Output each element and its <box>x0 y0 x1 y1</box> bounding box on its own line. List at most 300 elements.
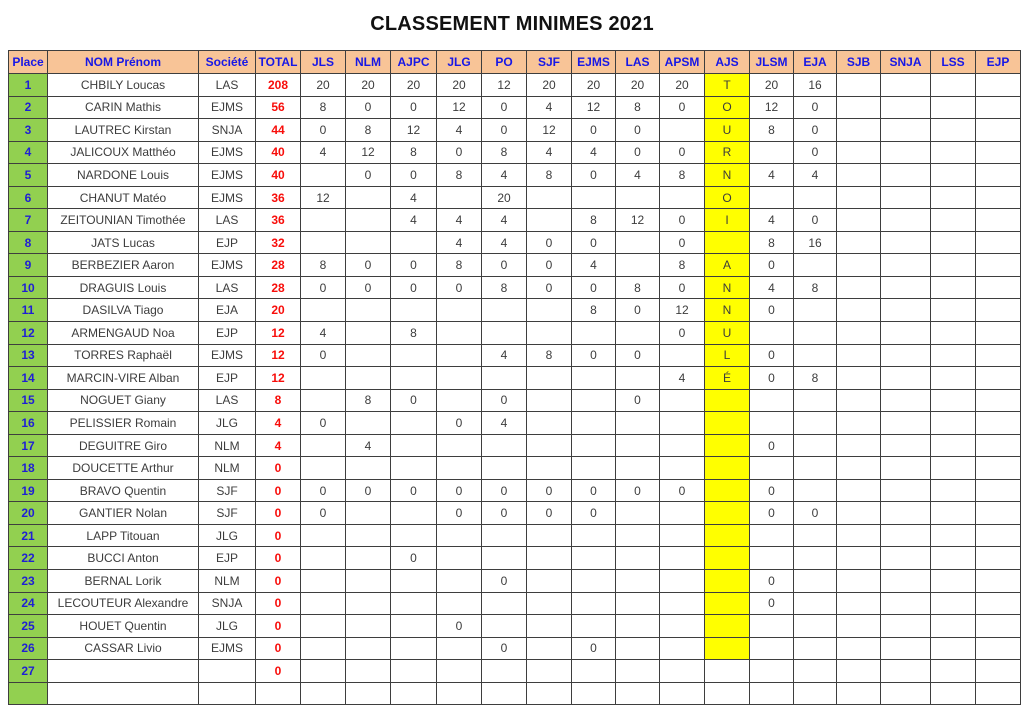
cell-score-ajpc <box>391 367 437 390</box>
cell-score-ejp <box>976 164 1021 187</box>
cell-score-lss <box>931 592 976 615</box>
cell-score-nlm: 0 <box>346 254 391 277</box>
cell-score-las: 0 <box>616 389 660 412</box>
cell-score-nlm <box>346 524 391 547</box>
cell-club: EJP <box>199 231 256 254</box>
cell-score-jls: 0 <box>301 276 346 299</box>
cell-club: LAS <box>199 276 256 299</box>
table-row <box>9 479 1021 502</box>
cell-score-lss <box>931 276 976 299</box>
cell-score-ejms <box>572 524 616 547</box>
cell-score-jlsm: 0 <box>750 299 794 322</box>
cell-place <box>9 682 48 705</box>
cell-score-po: 4 <box>482 209 527 232</box>
cell-score-snja <box>881 119 931 142</box>
cell-score-lss <box>931 119 976 142</box>
cell-score-snja <box>881 254 931 277</box>
cell-score-apsm <box>660 186 705 209</box>
cell-club: JLG <box>199 615 256 638</box>
cell-score-ejp <box>976 592 1021 615</box>
table-row <box>9 389 1021 412</box>
cell-score-jlg: 0 <box>437 276 482 299</box>
cell-score-las: 0 <box>616 344 660 367</box>
cell-score-snja <box>881 276 931 299</box>
cell-score-snja <box>881 502 931 525</box>
cell-score-ajpc <box>391 344 437 367</box>
cell-score-apsm <box>660 570 705 593</box>
cell-score-ajpc: 20 <box>391 74 437 97</box>
cell-score-nlm: 0 <box>346 276 391 299</box>
cell-score-ejp <box>976 479 1021 502</box>
cell-name: BUCCI Anton <box>48 547 199 570</box>
cell-score-ejms: 0 <box>572 637 616 660</box>
cell-score-ejp <box>976 299 1021 322</box>
cell-score-jlsm <box>750 412 794 435</box>
cell-score-lss <box>931 547 976 570</box>
cell-score-ejp <box>976 254 1021 277</box>
cell-score-lss <box>931 209 976 232</box>
cell-score-jlsm: 8 <box>750 119 794 142</box>
cell-score-jlg <box>437 637 482 660</box>
cell-name: CHANUT Matéo <box>48 186 199 209</box>
cell-score-eja <box>794 592 837 615</box>
cell-score-jls <box>301 592 346 615</box>
cell-score-jls: 0 <box>301 344 346 367</box>
cell-total: 0 <box>256 615 301 638</box>
header-ejp: EJP <box>976 51 1021 74</box>
cell-score-snja <box>881 322 931 345</box>
cell-score-jls <box>301 660 346 683</box>
cell-score-snja <box>881 457 931 480</box>
cell-score-ajpc <box>391 570 437 593</box>
cell-score-jlg: 0 <box>437 502 482 525</box>
cell-score-ajpc: 8 <box>391 141 437 164</box>
cell-score-lss <box>931 615 976 638</box>
cell-score-ejms: 0 <box>572 119 616 142</box>
cell-score-ejms <box>572 434 616 457</box>
cell-score-sjf: 0 <box>527 231 572 254</box>
cell-score-eja: 0 <box>794 209 837 232</box>
cell-score-sjf <box>527 209 572 232</box>
cell-score-ejms <box>572 660 616 683</box>
cell-score-jls <box>301 164 346 187</box>
cell-score-ajs <box>705 660 750 683</box>
cell-score-sjf <box>527 592 572 615</box>
cell-name: HOUET Quentin <box>48 615 199 638</box>
cell-score-snja <box>881 389 931 412</box>
cell-score-sjf <box>527 389 572 412</box>
cell-score-jlg <box>437 344 482 367</box>
cell-score-sjb <box>837 479 881 502</box>
cell-score-ajpc <box>391 660 437 683</box>
cell-name: BERBEZIER Aaron <box>48 254 199 277</box>
cell-score-eja: 4 <box>794 164 837 187</box>
cell-score-sjf: 4 <box>527 141 572 164</box>
cell-score-po: 0 <box>482 96 527 119</box>
cell-score-jlsm: 4 <box>750 209 794 232</box>
cell-name: ARMENGAUD Noa <box>48 322 199 345</box>
cell-score-jlsm <box>750 457 794 480</box>
cell-score-sjb <box>837 547 881 570</box>
page-title: CLASSEMENT MINIMES 2021 <box>370 13 654 35</box>
cell-club: EJMS <box>199 254 256 277</box>
cell-score-ejp <box>976 502 1021 525</box>
cell-place: 15 <box>9 389 48 412</box>
cell-score-jls: 8 <box>301 96 346 119</box>
cell-score-ajpc: 4 <box>391 186 437 209</box>
cell-name <box>48 660 199 683</box>
cell-score-snja <box>881 96 931 119</box>
cell-score-las <box>616 186 660 209</box>
cell-score-ejp <box>976 231 1021 254</box>
cell-score-ajs <box>705 524 750 547</box>
header-ajpc: AJPC <box>391 51 437 74</box>
table-row <box>9 231 1021 254</box>
cell-score-ejp <box>976 141 1021 164</box>
cell-score-eja <box>794 615 837 638</box>
cell-score-ajs: É <box>705 367 750 390</box>
cell-score-ejp <box>976 367 1021 390</box>
cell-total: 0 <box>256 592 301 615</box>
header-jlg: JLG <box>437 51 482 74</box>
header-po: PO <box>482 51 527 74</box>
cell-name: TORRES Raphaël <box>48 344 199 367</box>
cell-score-apsm <box>660 547 705 570</box>
cell-score-eja: 8 <box>794 367 837 390</box>
cell-score-lss <box>931 322 976 345</box>
cell-score-apsm: 0 <box>660 276 705 299</box>
cell-score-snja <box>881 299 931 322</box>
cell-score-jlg <box>437 322 482 345</box>
cell-score-jls: 20 <box>301 74 346 97</box>
cell-place: 3 <box>9 119 48 142</box>
cell-score-lss <box>931 434 976 457</box>
cell-score-jlsm: 0 <box>750 344 794 367</box>
cell-score-las <box>616 434 660 457</box>
cell-score-nlm <box>346 457 391 480</box>
table-row <box>9 502 1021 525</box>
cell-score-las: 0 <box>616 141 660 164</box>
cell-total: 8 <box>256 389 301 412</box>
cell-score-jlsm: 0 <box>750 479 794 502</box>
cell-score-jls <box>301 231 346 254</box>
cell-score-sjb <box>837 344 881 367</box>
table-row <box>9 299 1021 322</box>
cell-empty <box>346 682 391 705</box>
header-row <box>9 51 1021 74</box>
cell-name: NOGUET Giany <box>48 389 199 412</box>
cell-empty <box>660 682 705 705</box>
cell-score-ajpc <box>391 231 437 254</box>
table-body <box>9 74 1021 705</box>
cell-score-snja <box>881 344 931 367</box>
cell-score-jlsm: 12 <box>750 96 794 119</box>
cell-score-ajs: L <box>705 344 750 367</box>
cell-place: 2 <box>9 96 48 119</box>
header-apsm: APSM <box>660 51 705 74</box>
cell-score-apsm: 20 <box>660 74 705 97</box>
table-row <box>9 524 1021 547</box>
cell-total: 0 <box>256 524 301 547</box>
cell-score-sjb <box>837 412 881 435</box>
cell-score-eja: 0 <box>794 96 837 119</box>
cell-score-ejp <box>976 119 1021 142</box>
header-jls: JLS <box>301 51 346 74</box>
cell-score-sjb <box>837 119 881 142</box>
cell-club: EJMS <box>199 344 256 367</box>
cell-score-nlm: 4 <box>346 434 391 457</box>
cell-score-sjb <box>837 637 881 660</box>
cell-name: PELISSIER Romain <box>48 412 199 435</box>
cell-score-lss <box>931 231 976 254</box>
cell-score-jlsm: 0 <box>750 254 794 277</box>
cell-score-snja <box>881 637 931 660</box>
cell-club: NLM <box>199 570 256 593</box>
cell-score-ajpc <box>391 299 437 322</box>
cell-score-eja <box>794 254 837 277</box>
cell-score-ejp <box>976 570 1021 593</box>
cell-score-sjf: 0 <box>527 502 572 525</box>
cell-score-sjf <box>527 615 572 638</box>
table-row-partial <box>9 682 1021 705</box>
cell-score-apsm: 12 <box>660 299 705 322</box>
cell-score-ajpc: 0 <box>391 96 437 119</box>
cell-score-snja <box>881 524 931 547</box>
cell-score-jlg <box>437 367 482 390</box>
cell-score-las: 8 <box>616 276 660 299</box>
cell-score-ejp <box>976 660 1021 683</box>
cell-score-apsm: 0 <box>660 209 705 232</box>
cell-score-apsm <box>660 502 705 525</box>
cell-score-snja <box>881 231 931 254</box>
cell-place: 18 <box>9 457 48 480</box>
cell-score-sjf: 0 <box>527 276 572 299</box>
cell-score-las <box>616 524 660 547</box>
cell-score-sjb <box>837 322 881 345</box>
cell-score-ejms <box>572 412 616 435</box>
cell-score-nlm <box>346 592 391 615</box>
cell-score-sjf <box>527 637 572 660</box>
cell-club: EJMS <box>199 164 256 187</box>
table-row <box>9 186 1021 209</box>
cell-total: 20 <box>256 299 301 322</box>
cell-score-apsm: 0 <box>660 322 705 345</box>
cell-score-ajpc <box>391 524 437 547</box>
cell-score-nlm <box>346 186 391 209</box>
cell-total: 0 <box>256 479 301 502</box>
cell-score-las: 0 <box>616 299 660 322</box>
cell-total: 208 <box>256 74 301 97</box>
cell-place: 19 <box>9 479 48 502</box>
cell-score-ejp <box>976 96 1021 119</box>
cell-score-jlsm: 0 <box>750 592 794 615</box>
cell-score-nlm: 0 <box>346 164 391 187</box>
cell-score-po: 0 <box>482 502 527 525</box>
cell-score-snja <box>881 186 931 209</box>
cell-total: 40 <box>256 141 301 164</box>
cell-place: 27 <box>9 660 48 683</box>
cell-score-nlm <box>346 570 391 593</box>
cell-score-lss <box>931 524 976 547</box>
cell-score-ajs <box>705 570 750 593</box>
cell-club: EJA <box>199 299 256 322</box>
cell-score-jlg: 4 <box>437 119 482 142</box>
cell-score-jlg <box>437 660 482 683</box>
cell-club: LAS <box>199 389 256 412</box>
cell-score-jlsm <box>750 637 794 660</box>
cell-score-ajpc: 0 <box>391 254 437 277</box>
cell-score-ejms <box>572 570 616 593</box>
cell-empty <box>794 682 837 705</box>
cell-score-ajpc: 12 <box>391 119 437 142</box>
cell-score-nlm <box>346 547 391 570</box>
cell-score-ajpc: 4 <box>391 209 437 232</box>
cell-score-ajs <box>705 434 750 457</box>
cell-score-apsm: 8 <box>660 164 705 187</box>
cell-score-ejp <box>976 524 1021 547</box>
cell-score-jlg: 0 <box>437 615 482 638</box>
cell-score-sjb <box>837 389 881 412</box>
cell-score-apsm: 0 <box>660 479 705 502</box>
cell-score-lss <box>931 570 976 593</box>
cell-score-ajs <box>705 457 750 480</box>
cell-score-ajs <box>705 547 750 570</box>
cell-place: 13 <box>9 344 48 367</box>
cell-score-jlsm: 0 <box>750 434 794 457</box>
cell-score-las <box>616 502 660 525</box>
cell-score-ajpc: 8 <box>391 322 437 345</box>
cell-score-las: 8 <box>616 96 660 119</box>
cell-score-po: 4 <box>482 412 527 435</box>
header-place: Place <box>9 51 48 74</box>
cell-score-snja <box>881 412 931 435</box>
cell-score-ejp <box>976 457 1021 480</box>
cell-score-eja: 0 <box>794 141 837 164</box>
cell-name: DRAGUIS Louis <box>48 276 199 299</box>
cell-score-eja <box>794 524 837 547</box>
cell-empty <box>437 682 482 705</box>
cell-name: MARCIN-VIRE Alban <box>48 367 199 390</box>
cell-place: 20 <box>9 502 48 525</box>
cell-total: 32 <box>256 231 301 254</box>
header-ajs: AJS <box>705 51 750 74</box>
cell-score-apsm <box>660 412 705 435</box>
cell-score-jls <box>301 209 346 232</box>
cell-score-sjf <box>527 367 572 390</box>
cell-score-po: 4 <box>482 164 527 187</box>
cell-club: LAS <box>199 209 256 232</box>
cell-score-eja: 0 <box>794 119 837 142</box>
cell-score-sjf <box>527 524 572 547</box>
table-row <box>9 322 1021 345</box>
cell-score-jlsm <box>750 615 794 638</box>
cell-score-ajs: O <box>705 186 750 209</box>
cell-score-lss <box>931 186 976 209</box>
cell-score-po: 20 <box>482 186 527 209</box>
cell-score-ejms <box>572 389 616 412</box>
cell-score-ejms: 0 <box>572 276 616 299</box>
cell-score-ejms: 12 <box>572 96 616 119</box>
cell-score-jlg <box>437 570 482 593</box>
cell-score-po: 4 <box>482 344 527 367</box>
table-row <box>9 412 1021 435</box>
cell-score-ejms <box>572 186 616 209</box>
cell-score-ajs: N <box>705 164 750 187</box>
cell-club: EJMS <box>199 637 256 660</box>
cell-score-jlg <box>437 434 482 457</box>
cell-score-jlsm <box>750 186 794 209</box>
cell-name: NARDONE Louis <box>48 164 199 187</box>
cell-score-eja <box>794 186 837 209</box>
cell-score-po <box>482 434 527 457</box>
header-sjf: SJF <box>527 51 572 74</box>
cell-total: 0 <box>256 570 301 593</box>
cell-score-ajs: U <box>705 119 750 142</box>
cell-score-sjf: 4 <box>527 96 572 119</box>
header-total: TOTAL <box>256 51 301 74</box>
cell-score-ajs: T <box>705 74 750 97</box>
cell-score-jls: 0 <box>301 479 346 502</box>
cell-empty <box>616 682 660 705</box>
cell-score-nlm <box>346 299 391 322</box>
cell-score-eja <box>794 637 837 660</box>
cell-score-ejp <box>976 615 1021 638</box>
cell-score-nlm <box>346 660 391 683</box>
cell-score-ajpc <box>391 637 437 660</box>
cell-score-sjf: 12 <box>527 119 572 142</box>
cell-empty <box>482 682 527 705</box>
header-nom-pr-nom: NOM Prénom <box>48 51 199 74</box>
cell-score-po: 0 <box>482 254 527 277</box>
cell-score-ajpc <box>391 457 437 480</box>
cell-score-jls: 0 <box>301 119 346 142</box>
cell-total: 56 <box>256 96 301 119</box>
cell-score-po <box>482 524 527 547</box>
cell-score-eja <box>794 660 837 683</box>
cell-score-jls <box>301 547 346 570</box>
cell-name: CASSAR Livio <box>48 637 199 660</box>
cell-score-jls <box>301 637 346 660</box>
cell-score-jlsm: 0 <box>750 502 794 525</box>
cell-score-jlg <box>437 186 482 209</box>
cell-score-ejp <box>976 389 1021 412</box>
cell-score-sjb <box>837 231 881 254</box>
cell-total: 36 <box>256 209 301 232</box>
cell-score-ajs: A <box>705 254 750 277</box>
cell-score-po <box>482 660 527 683</box>
cell-score-sjb <box>837 74 881 97</box>
cell-score-nlm: 0 <box>346 479 391 502</box>
table-row <box>9 367 1021 390</box>
cell-score-apsm <box>660 389 705 412</box>
cell-score-las: 4 <box>616 164 660 187</box>
cell-score-nlm <box>346 209 391 232</box>
header-soci-t-: Société <box>199 51 256 74</box>
cell-score-sjf <box>527 660 572 683</box>
cell-score-nlm <box>346 344 391 367</box>
cell-score-ejp <box>976 344 1021 367</box>
cell-score-ajpc: 0 <box>391 276 437 299</box>
cell-score-lss <box>931 367 976 390</box>
cell-score-jlg <box>437 547 482 570</box>
cell-empty <box>256 682 301 705</box>
cell-score-sjf: 0 <box>527 479 572 502</box>
table-row <box>9 141 1021 164</box>
cell-score-snja <box>881 570 931 593</box>
cell-score-ejp <box>976 322 1021 345</box>
cell-score-sjf <box>527 547 572 570</box>
cell-score-las <box>616 367 660 390</box>
